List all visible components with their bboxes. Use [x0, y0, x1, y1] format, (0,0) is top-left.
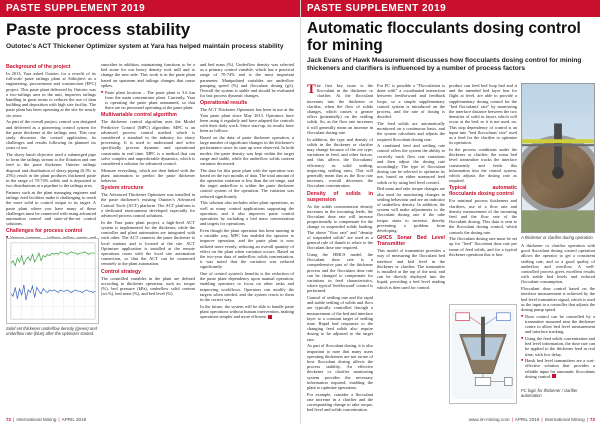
section-banner-label: PASTE SUPPLEMENT 2019: [6, 3, 146, 14]
paragraph: Using the HMCS model, the flocculant dose rate is a comprehensive part of the thickener process and the flocculant dose rate can be changed to compensate for variations in feed characteristics, where typical 'feedforward' control is performed.: [307, 251, 373, 294]
list-item: ■ Dose control can be controlled by a transmitter mounted near the thickener centre to allow bed level measurement and interface tracking.: [521, 314, 595, 335]
paragraph-text: In the future, the system will be able to handle paste plant operations without human intervention, making operations simpler and more efficient.: [200, 303, 294, 320]
density-chart-svg: [7, 239, 98, 323]
paragraph: The thickener control algorithm uses the Model Predictive Control (MPC) algorithm. MPC is an advanced process control method which is considered a standard in the industry for slurry processing. It is used to understand and solve specifically process dynamic and operational constraints in real time. MPC is a method that can solve complex and unpredictable dynamics, which is considered a solution for advanced control.: [101, 119, 195, 166]
right-page: [300, 0, 600, 424]
list-item: ■ Paste plant location – The paste plant is 3.6 km from the main concentrator plant. Currently, Yara is operating the paste plant unmanned, so that there are no personnel operating at the paste plant.: [101, 90, 195, 111]
paragraph: In addition, the type and density of solids in the thickener or clarifier may change because of the ore type, variations in feed, and other factors, and this affects the flocculants' efficiency in solid settling, improving settling rates. This will generally mean that as the flow rate increases, overall decreases the flocculant concentration.: [307, 136, 373, 189]
bullet-list: [101, 90, 195, 111]
list-item: ■ Using the feed solids concentration and bed level information, the dose rate can be applied to the thickener feed in real time, with low delay.: [521, 336, 595, 357]
density-chart: [6, 238, 99, 324]
paragraph: For minimal process thickeners and clarifiers, use of a flow rate and density measurement of the incoming feed and the flow rate of the flocculant dosing. This data is sent to the flocculant dosing control, which controls the dosing rate.: [449, 198, 517, 235]
paragraph: [307, 83, 373, 135]
footer-separator: |: [58, 417, 60, 422]
thickener-photo: [521, 83, 595, 233]
paragraph: As part of flocculant dosing, it is also important to note that many users operating thickeners are not aware of how flocculant dosing affects the process stability. An effective thickener or clarifier monitoring system provides the necessary information required, enabling the plant to optimize operations.: [307, 343, 373, 390]
website: www.im-mining.com: [468, 417, 510, 422]
paragraph: This model of transmitter provides a way of measuring the flocculant bed interface and bed level in the thickener or clarifier. The transmitter is installed at the top of the unit, and can be directly deployed into the liquid, providing a bed level reading which is then used for control.: [377, 248, 445, 290]
paragraph: A combined feed and settling rate control offers the system the ability to correctly track flow rate variations and then adjust the dosing rate accordingly. The type of flocculant dosing can be selected to optimize its use, based on either measured feed solids or by using bed level control.: [377, 143, 445, 185]
subheading: Typical automatic flocculants dosing control: [449, 185, 517, 198]
footer-separator: |: [511, 417, 513, 422]
issue-date: APRIL 2019: [514, 417, 540, 422]
paragraph: Based on the data of paste thickener operation, a large number of significant changes in the thickener's performance since its start up were observed. In both modes, the paste density was kept within the target range and stable, while the underflow solids content variation decreased.: [200, 134, 294, 166]
end-mark-icon: [268, 315, 272, 319]
page-number: 73: [589, 417, 595, 422]
chart-caption: Solid set thickener underflow density (green) and underflow rate (blue) after the optimizer started.: [6, 326, 99, 336]
thickener-photo-art: [522, 84, 594, 232]
footer-separator: |: [13, 417, 15, 422]
drop-cap: T: [307, 83, 316, 96]
paragraph: Control of settling rate and the rapid and stable settling of solids and flocs are typically controlled through a measurement of the bed and interface layer to a constant target of settling time. Rapid bed responses to the changing feed solids also require dosing to be adjusted to the target rate.: [307, 295, 373, 342]
paragraph: Measure everything, which are then linked with the plant automation to predict the paste thickener behavior.: [101, 167, 195, 184]
paragraph: For FC is possible a "Flocculation is done with" a coordinated interaction between feedforward and feedback loops, so a simple supplementary control system is introduced on the process, and the rate of dosing is decided.: [377, 83, 445, 120]
article-column-2: [101, 62, 195, 414]
paragraph: and bed mass (%). Underflow density was selected as a primary control variable, which has a practical range of 70-74% and is the most important parameter. Manipulated variables are underflow pumping speed (%) and flocculant dosing (g/t). Overall the system is stable and should be evaluated for fast process dynamic changes.: [200, 62, 294, 99]
paragraph: One of control system's benefits is the reduction of the paste plant dependency upon manual operation, enabling operators to focus on other tasks and improving workflows. Operators can modify the targets when needed, and the system reacts to them in the correct way.: [200, 271, 294, 303]
publication-name: International Mining: [544, 417, 585, 422]
paragraph: product can feed bed loop bed and it and the intended bed layer line for flight at level, are able to provide a supplementary dosing control for the "bed flocculants' rate" by monitoring the interface distance between the two densities of solid in layers which will occur at the bed; so it is not used, no. This stop dependency of control is an input into "bed flocculants' rate" used as a feed for the clarifier to optimize its operation.: [449, 83, 517, 146]
footer-separator: |: [586, 417, 588, 422]
page-number: 72: [6, 417, 12, 422]
publication-name: International Mining: [16, 417, 57, 422]
control-logic-diagram: [449, 304, 517, 404]
control-logic-diagram-art: [450, 305, 516, 403]
article-column-4: [521, 243, 595, 385]
diagram-caption: FC logic for thickener / clarifier automation: [521, 388, 578, 398]
footer-separator: |: [541, 417, 543, 422]
paragraph: As the solids concentration density increases in the incoming feeds, the flocculant dose rate will increase proportionally to compensate for the change in suspended solids loading. The above "flow rate" and "density of suspended solids" are used as a general rule of thumb to relate to the flocculant dose rate required.: [307, 203, 373, 251]
paragraph: Flocculant dose control based on the interface measurement is achieved by the bed level transmitter signal, which is used as the input to a controller that adjusts the dosing pump speed.: [521, 286, 595, 312]
subheading: Background of the project: [6, 64, 71, 70]
section-banner: [0, 0, 300, 17]
subheading: Multivariable control algorithm: [101, 112, 177, 119]
paragraph: This solution also includes other plant operations, as well as many control applications supporting the operation, and it also improves paste control operations by including a bed mass concentration and targets for operations.: [200, 200, 294, 227]
paragraph: The data for this paste plant with the operation was based on the two months of data. The total amount of the operation variation is less than the set range, and the target underflow is within the paste thickener control system of the operation. The variation was reduced significantly.: [200, 167, 294, 199]
page-footer: [301, 415, 600, 424]
issue-date: APRIL 2019: [61, 417, 87, 422]
paragraph: In the process conditions under the thickener or clarifier, the sonar bed level transmitter tracks the interface consistently and feeds this information into the control system, which adjusts the dosing rate as required.: [449, 146, 517, 184]
paragraph: For example, consider a flocculant rate increase in a clarifier and the corresponding change to rake torque, bed level and solids concentration.: [307, 391, 373, 413]
paragraph: Bed mass and rake torque changes are also used for monitoring changes in settling behaviour and are an indicator of underflow density. In addition, the system will make adjustments to the flocculant dosing rate if the rake torque starts to increase, thereby preventing a problem from developing.: [377, 186, 445, 233]
paragraph: The flocculant dosing rate must be set up for "feed" flocculant dose rate per tonne of feed solids, and for a typical thickener operation this is fine.: [449, 236, 517, 257]
subheading: Control strategy: [101, 268, 142, 275]
article-column-1: [6, 62, 96, 412]
paragraph: The feed solids are automatically monitored on a continuous basis, and the system calculates and adjusts the required flocculant dosing rate.: [377, 120, 445, 142]
paragraph: [200, 304, 294, 320]
paragraph: As part of the overall project, control was designed and delivered as a pioneering control system for the paste thickener at the tailings area. This case study discusses the control application, its challenges and results following its planned six years of use.: [6, 119, 96, 151]
paragraph: A thickener or clarifier operation with good flocculant dosing control operation allows the operator to get a consistent settling rate, and so a good quality of underflow and overflow. A well-controlled process gives excellent results with stable bed levels and reduced flocculant consumption.: [521, 243, 595, 285]
subheading: Operational results: [200, 100, 248, 107]
paragraph: In 2013, Yara asked Outotec for a retrofit of its full-scale paste tailings plant at Siilinjärvi as a engineering, procurement and construction (EPC) project. This paste plant delivered by Outotec was a two-tailings area in the unit, improves tailings handling in great terms to reduces the use of dam building and deposition with high size facility. The paste plant has been operating at the site for nearly six years.: [6, 71, 96, 118]
end-mark-icon: [552, 374, 556, 378]
paragraph: The controlled variables in the plant are defined according to thickener operation, such as: torque (%), bed pressure (kPa), underflow solid content (wt.%), bed mass (%), and bed level (%).: [101, 275, 195, 297]
paragraph: The Advanced Thickener Optimizer was installed in the paste thickener's existing Outotec's Advanced Control Tools (ACT) platform. The ACT platform is a dedicated environment developed especially for advanced process control solutions.: [101, 192, 195, 219]
subheading: Density of solids in suspension: [307, 190, 373, 203]
paragraph-text: he first key issue is the flocculant in the thickener or clarifier. At the flocculant increases into the thickener or clarifier, when the flow of solids changes, which causes a greater effect (potentially) on the settling solids. So, as the flow rate increases it will generally mean an increase in flocculant dosing rate.: [307, 83, 373, 135]
paragraph: The slurry batch objective used a submerged pipe to form the tailings stream to the flotation and one feed to the paste thickener. Outotec tailings disposal and distribution of slurry piping (0.5% to 25%) result in the plant produces thickened paste in the range of 70-74% solids and is deposited to two distributions at a pipeline to the tailings area.: [6, 152, 96, 189]
paragraph: Partners such as the plant managing engineer and tailings feed facilities make it challenging to reach the more solid to control output to its target. A paste plant where you have many of these challenges must be connected with using advanced automation control and state-of-the-art control solutions.: [6, 189, 96, 227]
subheading: GHCS Sonar Bed Level Transmitter: [377, 235, 445, 248]
article-column-1: [307, 83, 373, 413]
article-headline: Paste process stability: [6, 20, 191, 39]
subheading: Challenges for process control: [6, 228, 83, 235]
article-standfirst: Outotec's ACT Thickener Optimizer system at Yara has helped maintain process stability: [6, 43, 284, 50]
page-footer: [0, 415, 300, 424]
paragraph: smoother in addition, maintaining functions to be a bed stone for our heavy density rock mill and to change the new side. This work is in the paste plant based on upstream and tailings changes that cause spikes.: [101, 62, 195, 88]
paragraph: The ACT Thickener Optimizer has been in use at the Yara paste plant since May 2013. Operators have been using it regularly and have adapted the controls with their daily work. Since start-up, its results have been as follows:: [200, 107, 294, 134]
bullet-list: [521, 314, 595, 379]
article-column-3: [200, 62, 294, 414]
section-banner: [301, 0, 600, 17]
section-banner-label: PASTE SUPPLEMENT 2019: [307, 3, 447, 14]
article-standfirst: Jack Evans of Hawk Measurement discusses how flocculants dosing control for mining thickeners and clarifiers is influenced by a number of process factors: [307, 57, 582, 72]
photo-caption: A thickener or clarifier during operation: [521, 235, 593, 240]
list-item: [521, 358, 595, 379]
paragraph: In the Yara paste plant project, a high-level ACT system is implemented for the thickener, while the controller and plant automation are integrated with each other. The ACT connects the paste thickener to local stations and is located at the site. ACT Optimizer application is installed at the remote operations room with the local site automation connection, so that the ACT can be connected remotely to the plant automation.: [101, 219, 195, 267]
article-column-2: [377, 83, 445, 413]
article-headline: Automatic flocculants dosing control for mining: [307, 20, 581, 54]
subheading: System structure: [101, 185, 144, 192]
list-item-text: Hawk bed level transmitters are a cost-effective solution that provides a reliable input for automatic flocculants dosing control.: [525, 358, 595, 379]
paragraph: Even though the plant operation has been running in a variable way, MPC has enabled the operator to improve operation, and the paste plant is now utilized more evenly, reducing an overall quantity of effect on the plant when variation occurs. Based on the two-year data of underflow solids concentration, it was noted that the variation was reduced significantly.: [200, 227, 294, 270]
